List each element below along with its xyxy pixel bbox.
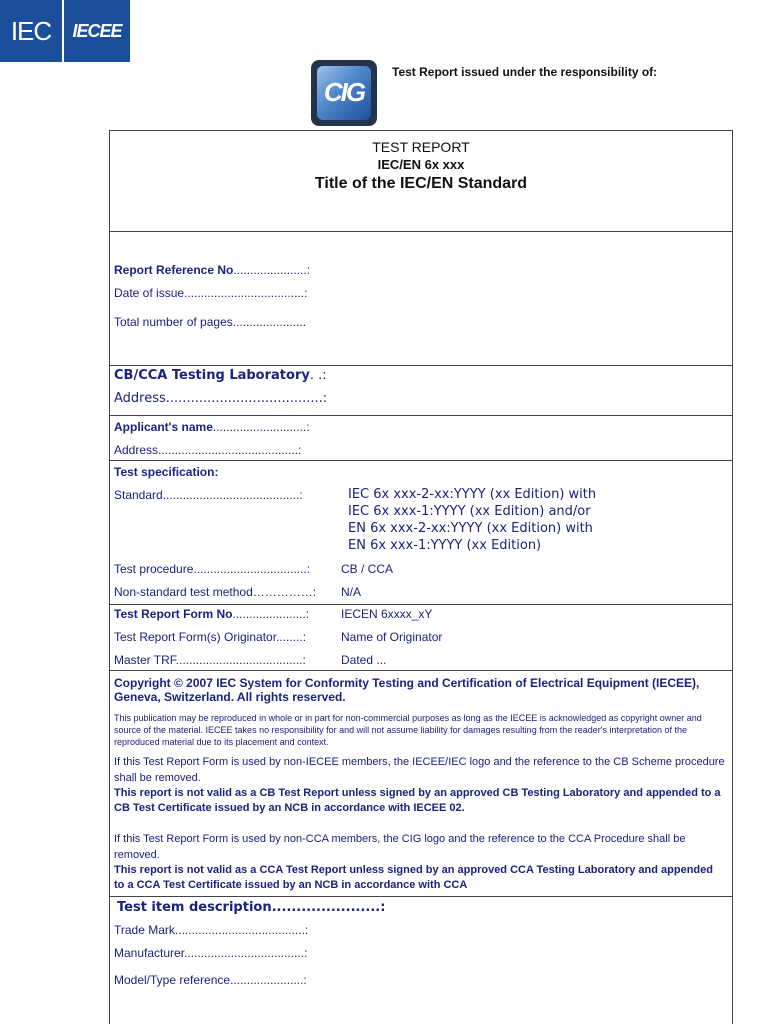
non-cca-notice: If this Test Report Form is used by non-CCA members, the CIG logo and the reference to the CCA Procedure shall be removed.	[114, 833, 686, 861]
cig-logo	[311, 60, 377, 126]
divider-spec	[109, 604, 733, 605]
applicant-address-dots: ..........................................:	[158, 443, 302, 457]
responsibility-note: Test Report issued under the responsibility of:	[392, 65, 658, 79]
test-procedure-value: CB / CCA	[341, 562, 394, 576]
standard-label: Standard	[114, 488, 163, 502]
total-pages-dots: ......................	[232, 315, 307, 329]
standard-value-2: IEC 6x xxx-1:YYYY (xx Edition) and/or	[348, 504, 591, 519]
lab-address-row	[114, 391, 327, 406]
iecee-logo	[64, 0, 130, 62]
publication-notice: This publication may be reproduced in whole or in part for non-commercial purposes as long as the IECEE is acknowledged as copyright owner and source of the material. IECEE takes no responsibility for and will not assume liability for damages resulting from the reader's interpretation of the reproduced material due to its placement and context.	[114, 713, 702, 747]
trf-originator-row	[114, 630, 306, 644]
testing-lab-row	[114, 368, 327, 383]
cca-validity-notice: This report is not valid as a CCA Test Report unless signed by an approved CCA Testing Laboratory and appended to a CCA Test Certificate issued by an NCB in accordance with CCA	[114, 864, 713, 891]
iec-logo	[0, 0, 62, 62]
test-specification-heading: Test specification:	[114, 465, 219, 479]
copyright-notice: Copyright © 2007 IEC System for Conformity Testing and Certification of Electrical Equipment (IECEE), Geneva, Switzerland. All rights reserved.	[114, 676, 700, 704]
report-reference-dots: ......................:	[233, 263, 311, 277]
master-trf-row	[114, 653, 306, 667]
testing-lab-label: CB/CCA Testing Laboratory	[114, 368, 310, 383]
non-standard-row	[114, 585, 316, 599]
manufacturer-label: Manufacturer	[114, 946, 185, 960]
cb-validity-notice: This report is not valid as a CB Test Report unless signed by an approved CB Testing Laboratory and appended to a CB Test Certificate issued by an NCB in accordance with IECEE 02.	[114, 787, 721, 814]
test-item-row	[117, 900, 385, 915]
cig-logo-text: CIG	[323, 77, 365, 107]
date-of-issue-dots: ....................................:	[184, 286, 308, 300]
date-of-issue-label: Date of issue	[114, 286, 185, 300]
divider-trf	[109, 670, 733, 671]
trf-originator-value: Name of Originator	[341, 630, 443, 644]
applicant-address-row	[114, 443, 301, 457]
divider-lab	[109, 415, 733, 416]
trf-originator-dots: ........:	[276, 630, 307, 644]
divider-legal	[109, 896, 733, 897]
standard-row	[114, 488, 303, 502]
non-standard-label: Non-standard test method	[114, 585, 253, 599]
report-reference-label: Report Reference No	[114, 263, 234, 277]
report-heading: TEST REPORT	[372, 139, 470, 155]
standard-dots: .........................................:	[162, 488, 303, 502]
model-reference-dots: ......................:	[230, 973, 307, 987]
trade-mark-row	[114, 923, 308, 937]
trade-mark-dots: .......................................:	[174, 923, 309, 937]
iec-logo-text: IEC	[10, 15, 52, 46]
manufacturer-dots: ....................................:	[184, 946, 308, 960]
applicant-address-label: Address	[114, 443, 159, 457]
total-pages-label: Total number of pages	[114, 315, 233, 329]
test-procedure-label: Test procedure	[114, 562, 194, 576]
applicant-name-row	[114, 420, 310, 434]
report-reference-row	[114, 263, 310, 277]
master-trf-label: Master TRF	[114, 653, 176, 667]
model-reference-label: Model/Type reference	[114, 973, 231, 987]
applicant-name-dots: ............................:	[212, 420, 310, 434]
standard-value-1: IEC 6x xxx-2-xx:YYYY (xx Edition) with	[348, 487, 597, 502]
trf-number-value: IECEN 6xxxx_xY	[341, 607, 433, 621]
lab-address-label: Address	[114, 391, 166, 406]
non-standard-value: N/A	[341, 585, 362, 599]
model-reference-row	[114, 973, 307, 987]
lab-address-dots: ......................................:	[165, 391, 328, 406]
trade-mark-label: Trade Mark	[114, 923, 175, 937]
standard-value-3: EN 6x xxx-2-xx:YYYY (xx Edition) with	[348, 521, 593, 536]
standard-number: IEC/EN 6x xxx	[377, 157, 465, 172]
master-trf-value: Dated ...	[341, 653, 387, 667]
trf-number-dots: ......................:	[232, 607, 310, 621]
divider-title	[109, 231, 733, 232]
standard-title: Title of the IEC/EN Standard	[314, 175, 528, 192]
divider-applicant	[109, 460, 733, 461]
non-iecee-notice: If this Test Report Form is used by non-IECEE members, the IECEE/IEC logo and the reference to the CB Scheme procedure shall be removed.	[114, 756, 725, 784]
iecee-logo-text: IECEE	[72, 20, 122, 41]
testing-lab-dots: . .:	[309, 368, 327, 383]
standard-value-4: EN 6x xxx-1:YYYY (xx Edition)	[348, 538, 542, 553]
test-item-label: Test item description	[117, 900, 272, 915]
divider-reference	[109, 365, 733, 366]
test-procedure-row	[114, 562, 310, 576]
date-of-issue-row	[114, 286, 307, 300]
test-item-dots: ......................:	[271, 900, 386, 915]
test-procedure-dots: ..................................:	[193, 562, 311, 576]
total-pages-row	[114, 315, 306, 329]
master-trf-dots: ......................................:	[175, 653, 306, 667]
manufacturer-row	[114, 946, 307, 960]
non-standard-dots: ……………:	[252, 585, 317, 599]
applicant-name-label: Applicant's name	[114, 420, 213, 434]
trf-number-row	[114, 607, 309, 621]
trf-number-label: Test Report Form No	[114, 607, 233, 621]
trf-originator-label: Test Report Form(s) Originator	[114, 630, 277, 644]
